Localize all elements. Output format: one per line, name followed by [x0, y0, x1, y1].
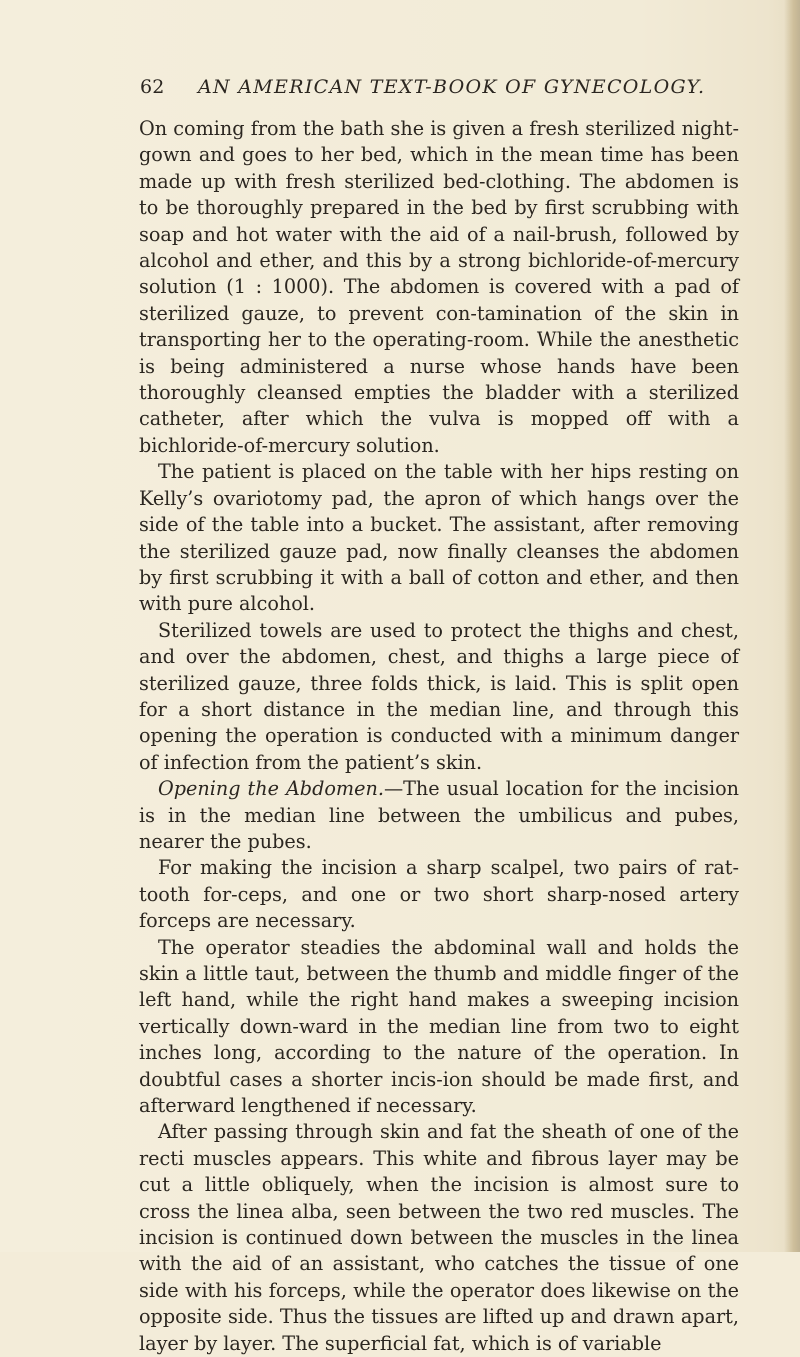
paragraph: On coming from the bath she is given a fresh sterilized night-gown and goes to her bed, which in the mean time has been made up with fresh sterilized bed-clothing. The abdomen is to be thoroughly prepared in the bed by first scrubbing with soap and hot water with the aid of a nail-brush, followed by alcohol and ether, and this by a strong bichloride-of-mercury solution (1 : 1000). The abdomen is covered with a pad of sterilized gauze, to prevent con-tamination of the skin in transporting her to the operating-room. While the anesthetic is being administered a nurse whose hands have been thoroughly cleansed empties the bladder with a sterilized catheter, after which the vulva is mopped off with a bichloride-of-mercury solution. — [139, 117, 739, 457]
page-number: 62 — [140, 76, 165, 98]
paragraph — [139, 776, 739, 855]
body-text — [139, 116, 739, 1357]
paragraph-text: —The usual location for the incision is in the median line between the umbilicus and pubes, nearer the pubes. — [139, 777, 739, 853]
running-head-title: AN AMERICAN TEXT-BOOK OF GYNECOLOGY. — [198, 76, 706, 98]
paragraph: For making the incision a sharp scalpel, two pairs of rat-tooth for-ceps, and one or two short sharp-nosed artery forceps are necessary. — [139, 856, 739, 933]
paragraph: The operator steadies the abdominal wall and holds the skin a little taut, between the thumb and middle finger of the left hand, while the right hand makes a sweeping incision vertically down-ward in the median line from two to eight inches long, according to the nature of the operation. In doubtful cases a shorter incis-ion should be made first, and afterward lengthened if necessary. — [139, 935, 739, 1118]
paragraph: After passing through skin and fat the sheath of one of the recti muscles appears. This white and fibrous layer may be cut a little obliquely, when the incision is almost sure to cross the linea alba, seen between the two red muscles. The incision is continued down between the muscles in the linea with the aid of an assistant, who catches the tissue of one side with his forceps, while the operator does likewise on the opposite side. Thus the tissues are lifted up and drawn apart, layer by layer. The superficial fat, which is of variable — [139, 1120, 739, 1355]
page-edge-shadow — [784, 0, 800, 1252]
section-heading: Opening the Abdomen. — [158, 777, 384, 801]
paragraph: The patient is placed on the table with her hips resting on Kelly’s ovariotomy pad, the apron of which hangs over the side of the table into a bucket. The assistant, after removing the sterilized gauze pad, now finally cleanses the abdomen by first scrubbing it with a ball of cotton and ether, and then with pure alcohol. — [139, 460, 739, 616]
paragraph: Sterilized towels are used to protect the thighs and chest, and over the abdomen, chest, and thighs a large piece of sterilized gauze, three folds thick, is laid. This is split open for a short distance in the median line, and through this opening the operation is conducted with a minimum danger of infection from the patient’s skin. — [139, 618, 739, 774]
running-head — [140, 76, 740, 104]
